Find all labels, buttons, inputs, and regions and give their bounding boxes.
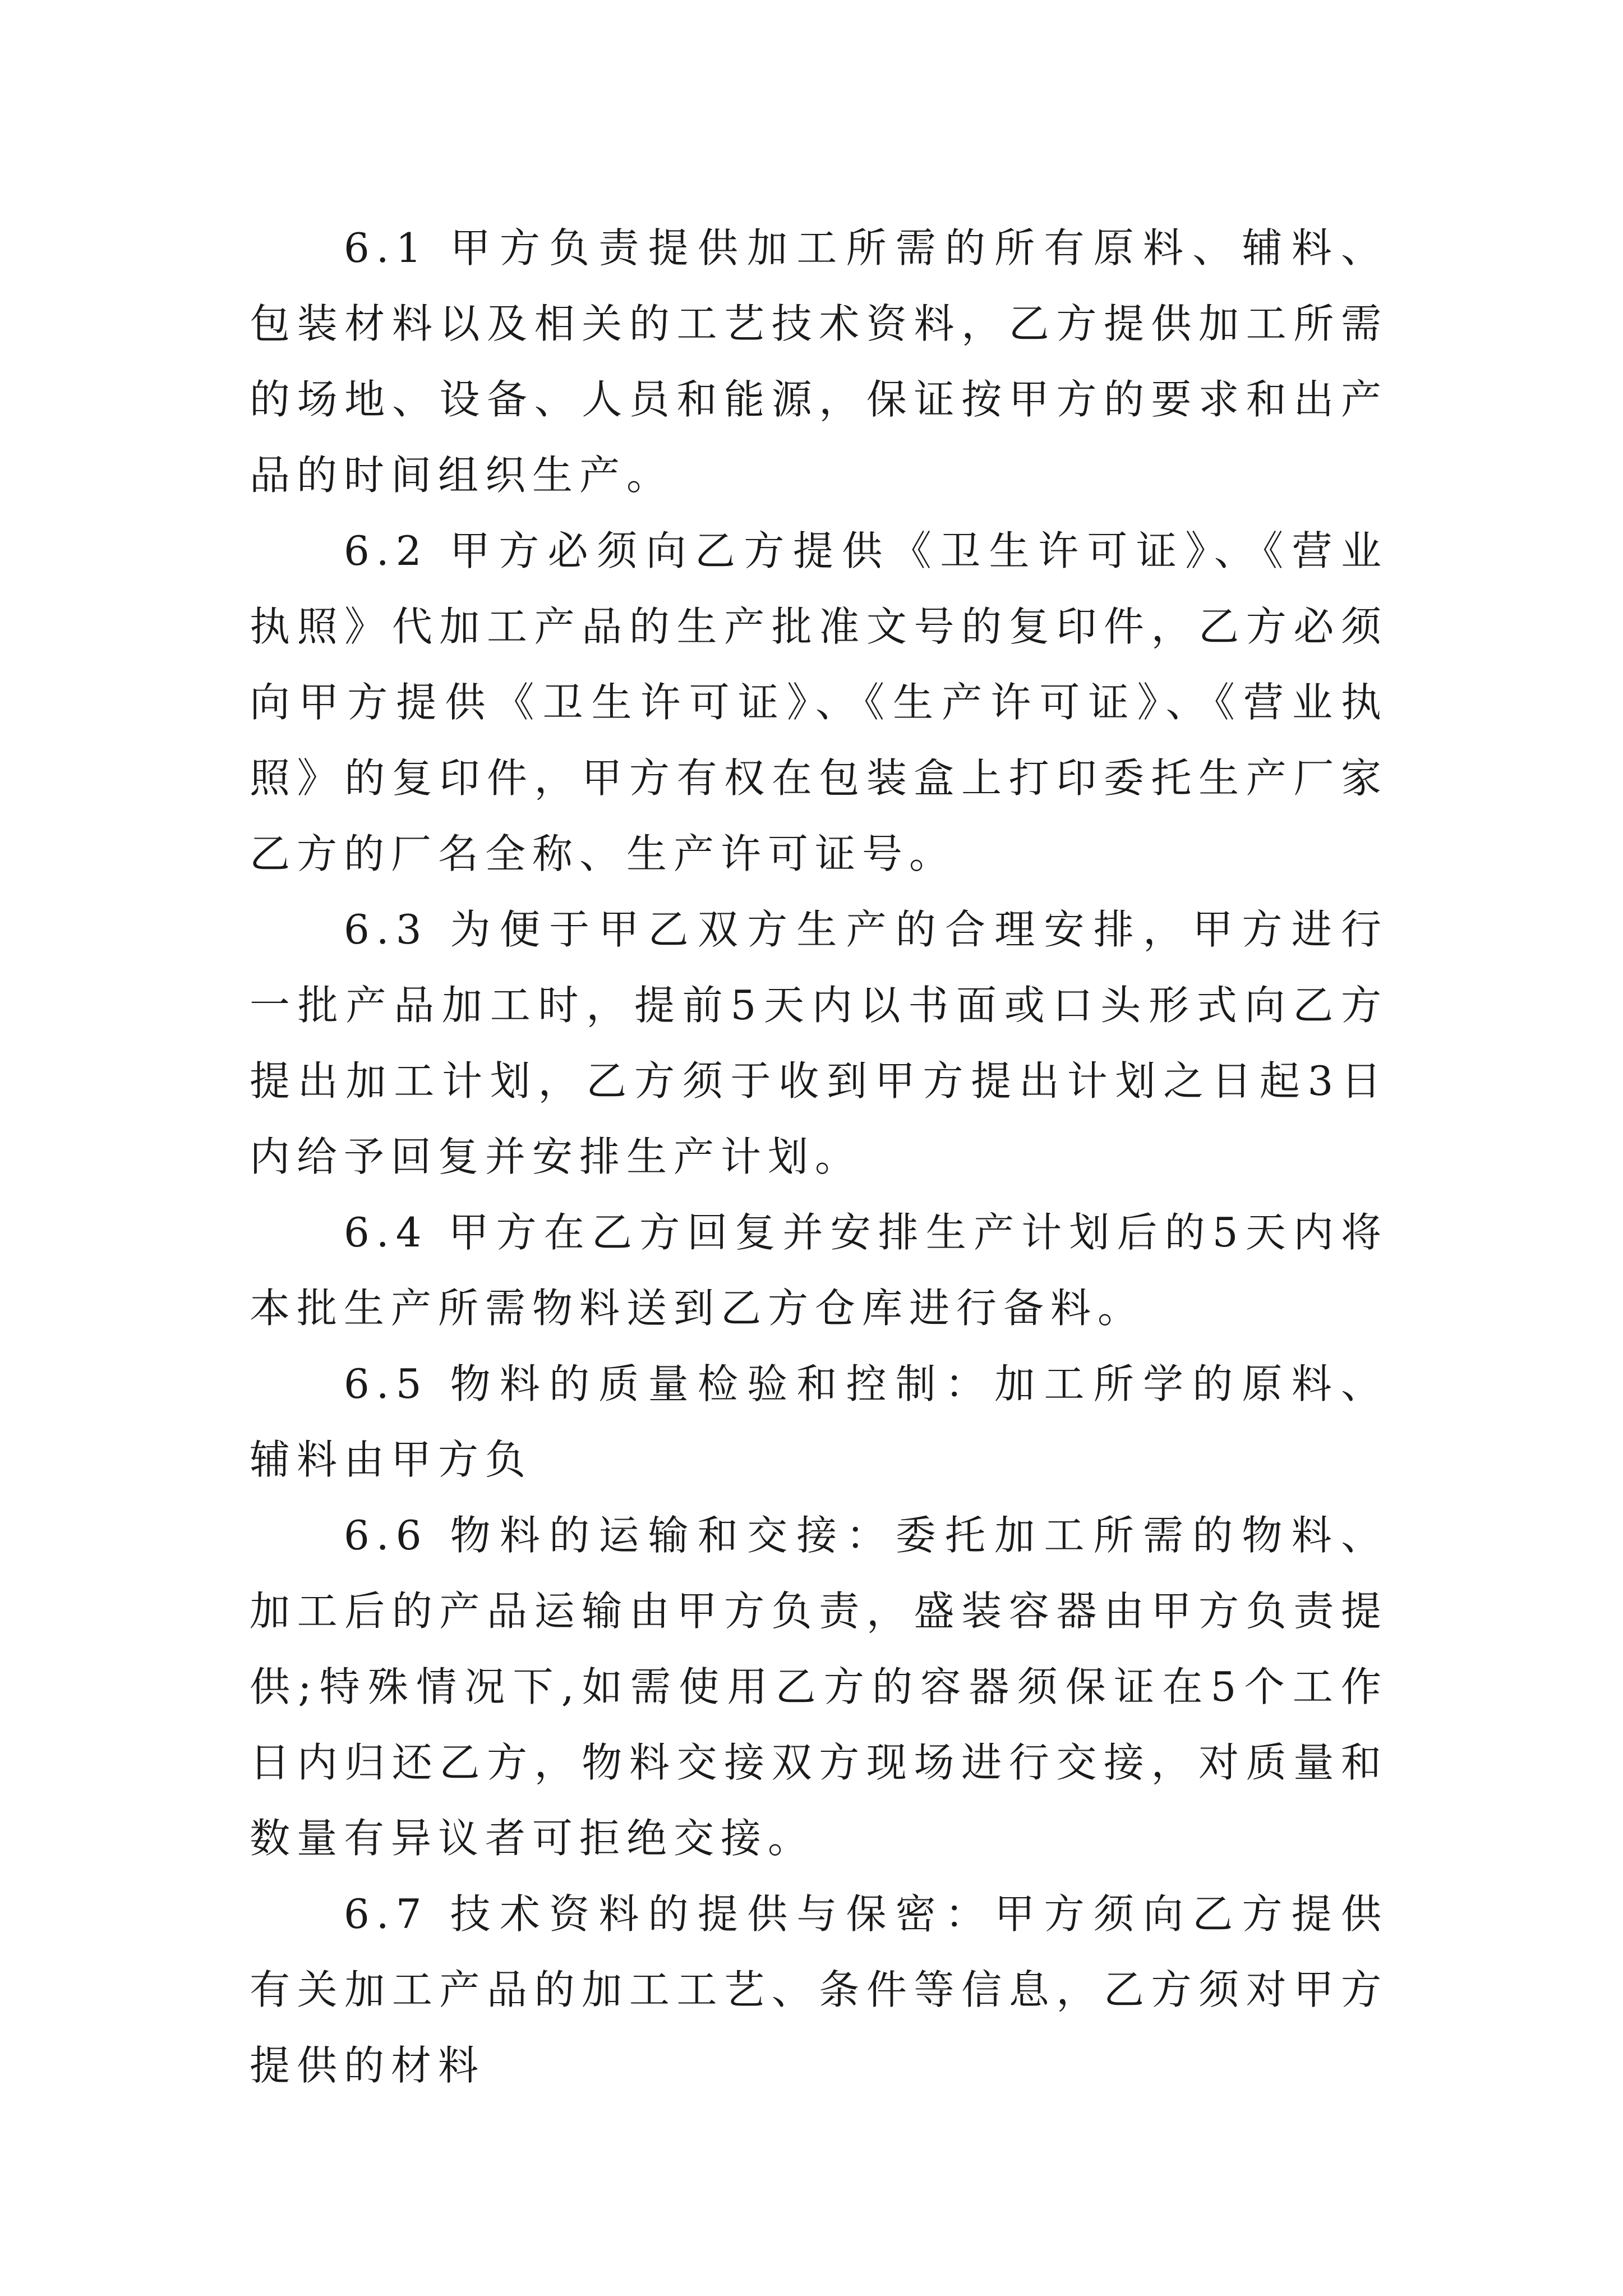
clause-6-7: 6.7 技术资料的提供与保密：甲方须向乙方提供有关加工产品的加工工艺、条件等信息，乙方须对甲方提供的材料 [250,1890,1388,2089]
clause-6-6: 6.6 物料的运输和交接：委托加工所需的物料、加工后的产品运输由甲方负责，盛装容器由甲方负责提供;特殊情况下,如需使用乙方的容器须保证在5个工作日内归还乙方，物料交接双方现场进行交接，对质量和数量有异议者可拒绝交接。 [250,1512,1388,1862]
clause-6-5: 6.5 物料的质量检验和控制：加工所学的原料、辅料由甲方负 [250,1360,1388,1483]
clause-6-1: 6.1 甲方负责提供加工所需的所有原料、辅料、包装材料以及相关的工艺技术资料，乙方提供加工所需的场地、设备、人员和能源，保证按甲方的要求和出产品的时间组织生产。 [250,224,1388,499]
clause-6-2: 6.2 甲方必须向乙方提供《卫生许可证》、《营业执照》代加工产品的生产批准文号的复印件，乙方必须向甲方提供《卫生许可证》、《生产许可证》、《营业执照》的复印件，甲方有权在包装盒上打印委托生产厂家乙方的厂名全称、生产许可证号。 [250,527,1388,877]
document-body [250,210,1388,2104]
clause-6-3: 6.3 为便于甲乙双方生产的合理安排，甲方进行一批产品加工时，提前5天内以书面或口头形式向乙方提出加工计划，乙方须于收到甲方提出计划之日起3日内给予回复并安排生产计划。 [250,906,1388,1180]
clause-6-4: 6.4 甲方在乙方回复并安排生产计划后的5天内将本批生产所需物料送到乙方仓库进行备料。 [250,1209,1388,1332]
